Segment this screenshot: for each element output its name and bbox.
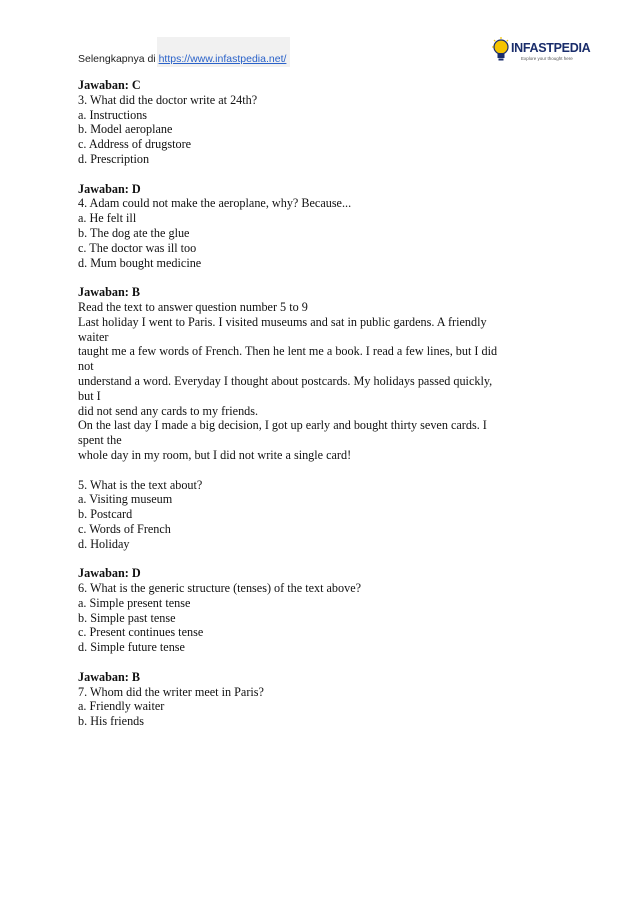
question-text: 6. What is the generic structure (tenses) of the text above? bbox=[78, 581, 362, 596]
reading-line: waiter bbox=[78, 329, 109, 344]
reading-line: but I bbox=[78, 388, 101, 403]
reading-line: did not send any cards to my friends. bbox=[78, 403, 259, 418]
question-7 bbox=[78, 685, 523, 729]
reading-line: understand a word. Everyday I thought about postcards. My holidays passed quickly, bbox=[78, 373, 493, 388]
option-a: a. He felt ill bbox=[78, 211, 137, 226]
option-b: b. Model aeroplane bbox=[78, 122, 173, 137]
question-text: 4. Adam could not make the aeroplane, why? Because... bbox=[78, 196, 352, 211]
question-3 bbox=[78, 93, 523, 167]
reading-intro: Read the text to answer question number 5 to 9 bbox=[78, 299, 308, 314]
question-4 bbox=[78, 196, 523, 270]
question-text: 5. What is the text about? bbox=[78, 477, 203, 492]
option-a: a. Instructions bbox=[78, 107, 148, 122]
option-d: d. Prescription bbox=[78, 151, 150, 166]
option-a: a. Visiting museum bbox=[78, 492, 173, 507]
header-prefix: Selengkapnya di bbox=[78, 53, 156, 65]
option-c: c. Address of drugstore bbox=[78, 137, 192, 152]
question-text: 7. Whom did the writer meet in Paris? bbox=[78, 684, 264, 699]
header-source-line bbox=[78, 53, 286, 65]
option-c: c. Present continues tense bbox=[78, 625, 204, 640]
option-b: b. The dog ate the glue bbox=[78, 225, 190, 240]
reading-line: Last holiday I went to Paris. I visited museums and sat in public gardens. A friendly bbox=[78, 314, 487, 329]
option-c: c. Words of French bbox=[78, 521, 171, 536]
option-d: d. Simple future tense bbox=[78, 640, 185, 655]
question-6 bbox=[78, 581, 523, 655]
answer-label: Jawaban: D bbox=[78, 181, 141, 196]
reading-line: whole day in my room, but I did not write a single card! bbox=[78, 447, 352, 462]
option-a: a. Friendly waiter bbox=[78, 699, 165, 714]
option-d: d. Mum bought medicine bbox=[78, 255, 202, 270]
reading-line: spent the bbox=[78, 433, 122, 448]
answer-label: Jawaban: C bbox=[78, 78, 141, 92]
option-b: b. His friends bbox=[78, 714, 145, 729]
question-5 bbox=[78, 478, 523, 552]
question-text: 3. What did the doctor write at 24th? bbox=[78, 92, 258, 107]
page-header bbox=[78, 36, 618, 68]
logo-name: INFASTPEDIA bbox=[511, 41, 591, 55]
logo-tagline: Explore your thought here bbox=[521, 56, 573, 61]
option-b: b. Postcard bbox=[78, 507, 133, 522]
infastpedia-logo bbox=[491, 36, 621, 70]
reading-text bbox=[78, 300, 523, 463]
answer-label: Jawaban: B bbox=[78, 285, 140, 300]
document-content bbox=[78, 78, 523, 744]
header-link[interactable]: https://www.infastpedia.net/ bbox=[158, 53, 287, 65]
answer-label: Jawaban: D bbox=[78, 566, 141, 581]
option-d: d. Holiday bbox=[78, 536, 130, 551]
reading-line: not bbox=[78, 359, 94, 374]
option-a: a. Simple present tense bbox=[78, 595, 191, 610]
option-b: b. Simple past tense bbox=[78, 610, 176, 625]
answer-label: Jawaban: B bbox=[78, 669, 140, 684]
reading-line: taught me a few words of French. Then he lent me a book. I read a few lines, but I did bbox=[78, 344, 498, 359]
reading-line: On the last day I made a big decision, I got up early and bought thirty seven cards. I bbox=[78, 418, 487, 433]
option-c: c. The doctor was ill too bbox=[78, 240, 197, 255]
